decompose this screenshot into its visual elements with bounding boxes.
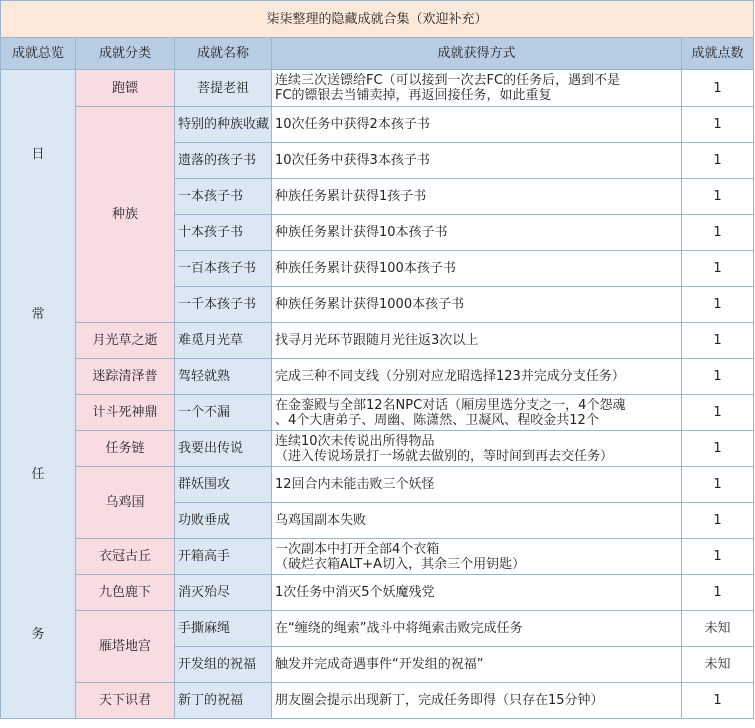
achievement-name: 一百本孩子书 [175, 251, 272, 287]
achievement-points: 1 [682, 323, 754, 359]
table-row [1, 70, 754, 107]
table-title: 柒柒整理的隐藏成就合集（欢迎补充） [1, 1, 754, 38]
achievement-method: 找寻月光环节跟随月光往返3次以上 [272, 323, 682, 359]
achievement-points: 1 [682, 431, 754, 467]
category-cell: 九色鹿下 [76, 575, 175, 611]
achievement-points: 1 [682, 287, 754, 323]
achievement-points: 1 [682, 503, 754, 539]
overview-char: 常 [31, 306, 45, 322]
category-cell: 种族 [76, 107, 175, 323]
table-row [1, 467, 754, 503]
header-name: 成就名称 [175, 38, 272, 70]
table-row [1, 395, 754, 431]
table-row [1, 323, 754, 359]
achievement-points: 1 [682, 467, 754, 503]
table-row [1, 683, 754, 719]
achievement-points: 1 [682, 107, 754, 143]
achievement-method: 连续10次未传说出所得物品 （进入传说场景打一场就去做别的，等时间到再去交任务） [272, 431, 682, 467]
achievement-points: 1 [682, 143, 754, 179]
achievement-method: 10次任务中获得3本孩子书 [272, 143, 682, 179]
achievement-name: 消灭殆尽 [175, 575, 272, 611]
achievement-points: 未知 [682, 611, 754, 647]
achievement-name: 驾轻就熟 [175, 359, 272, 395]
achievement-method: 触发并完成奇遇事件“开发组的祝福” [272, 647, 682, 683]
achievement-points: 1 [682, 539, 754, 575]
overview-char: 任 [31, 466, 45, 482]
category-cell: 迷踪清泽普 [76, 359, 175, 395]
achievement-points: 1 [682, 683, 754, 719]
achievement-name: 十本孩子书 [175, 215, 272, 251]
achievement-points: 1 [682, 395, 754, 431]
achievement-method: 朋友圈会提示出现新丁，完成任务即得（只存在15分钟） [272, 683, 682, 719]
category-cell: 跑镖 [76, 70, 175, 107]
achievement-method: 种族任务累计获得100本孩子书 [272, 251, 682, 287]
achievement-name: 群妖围攻 [175, 467, 272, 503]
achievement-name: 新丁的祝福 [175, 683, 272, 719]
achievement-name: 开发组的祝福 [175, 647, 272, 683]
table-row [1, 611, 754, 647]
table-row [1, 575, 754, 611]
achievement-name: 我要出传说 [175, 431, 272, 467]
table-row [1, 107, 754, 143]
category-cell: 雁塔地宫 [76, 611, 175, 683]
achievement-points: 1 [682, 70, 754, 107]
achievement-points: 1 [682, 359, 754, 395]
header-category: 成就分类 [76, 38, 175, 70]
achievement-points: 1 [682, 575, 754, 611]
achievement-name: 手撕麻绳 [175, 611, 272, 647]
achievement-points: 未知 [682, 647, 754, 683]
header-method: 成就获得方式 [272, 38, 682, 70]
table-row [1, 539, 754, 575]
achievement-method: 12回合内未能击败三个妖怪 [272, 467, 682, 503]
achievement-name: 特别的种族收藏 [175, 107, 272, 143]
category-cell: 衣冠古丘 [76, 539, 175, 575]
category-cell: 月光草之逝 [76, 323, 175, 359]
achievement-method: 1次任务中消灭5个妖魔残党 [272, 575, 682, 611]
achievement-name: 遗落的孩子书 [175, 143, 272, 179]
achievement-method: 乌鸡国副本失败 [272, 503, 682, 539]
header-points: 成就点数 [682, 38, 754, 70]
achievement-name: 功败垂成 [175, 503, 272, 539]
achievement-points: 1 [682, 179, 754, 215]
achievement-method: 一次副本中打开全部4个衣箱 （破烂衣箱ALT+A切入，其余三个用钥匙） [272, 539, 682, 575]
achievement-method: 种族任务累计获得10本孩子书 [272, 215, 682, 251]
achievement-points: 1 [682, 215, 754, 251]
category-cell: 计斗死神鼎 [76, 395, 175, 431]
achievement-name: 一个不漏 [175, 395, 272, 431]
category-cell: 乌鸡国 [76, 467, 175, 539]
achievement-method: 完成三种不同支线（分别对应龙昭选择123并完成分支任务） [272, 359, 682, 395]
achievement-name: 开箱高手 [175, 539, 272, 575]
achievement-method: 连续三次送镖给FC（可以接到一次去FC的任务后，遇到不是 FC的镖银去当铺卖掉，再返回接任务，如此重复 [272, 70, 682, 107]
achievement-name: 一本孩子书 [175, 179, 272, 215]
overview-cell [1, 70, 76, 719]
achievement-name: 难觅月光草 [175, 323, 272, 359]
achievement-method: 在金銮殿与全部12名NPC对话（厢房里选分支之一，4个怨魂 、4个大唐弟子、周幽、陈潇然、卫凝风、程咬金共12个 [272, 395, 682, 431]
overview-char: 务 [31, 626, 45, 642]
category-cell: 任务链 [76, 431, 175, 467]
overview-char: 日 [31, 146, 45, 162]
achievement-method: 在“缠绕的绳索”战斗中将绳索击败完成任务 [272, 611, 682, 647]
achievement-points: 1 [682, 251, 754, 287]
achievement-name: 菩提老祖 [175, 70, 272, 107]
table-row [1, 359, 754, 395]
header-overview: 成就总览 [1, 38, 76, 70]
achievement-method: 10次任务中获得2本孩子书 [272, 107, 682, 143]
table-row [1, 431, 754, 467]
achievement-method: 种族任务累计获得1孩子书 [272, 179, 682, 215]
category-cell: 天下识君 [76, 683, 175, 719]
achievement-name: 一千本孩子书 [175, 287, 272, 323]
achievement-method: 种族任务累计获得1000本孩子书 [272, 287, 682, 323]
